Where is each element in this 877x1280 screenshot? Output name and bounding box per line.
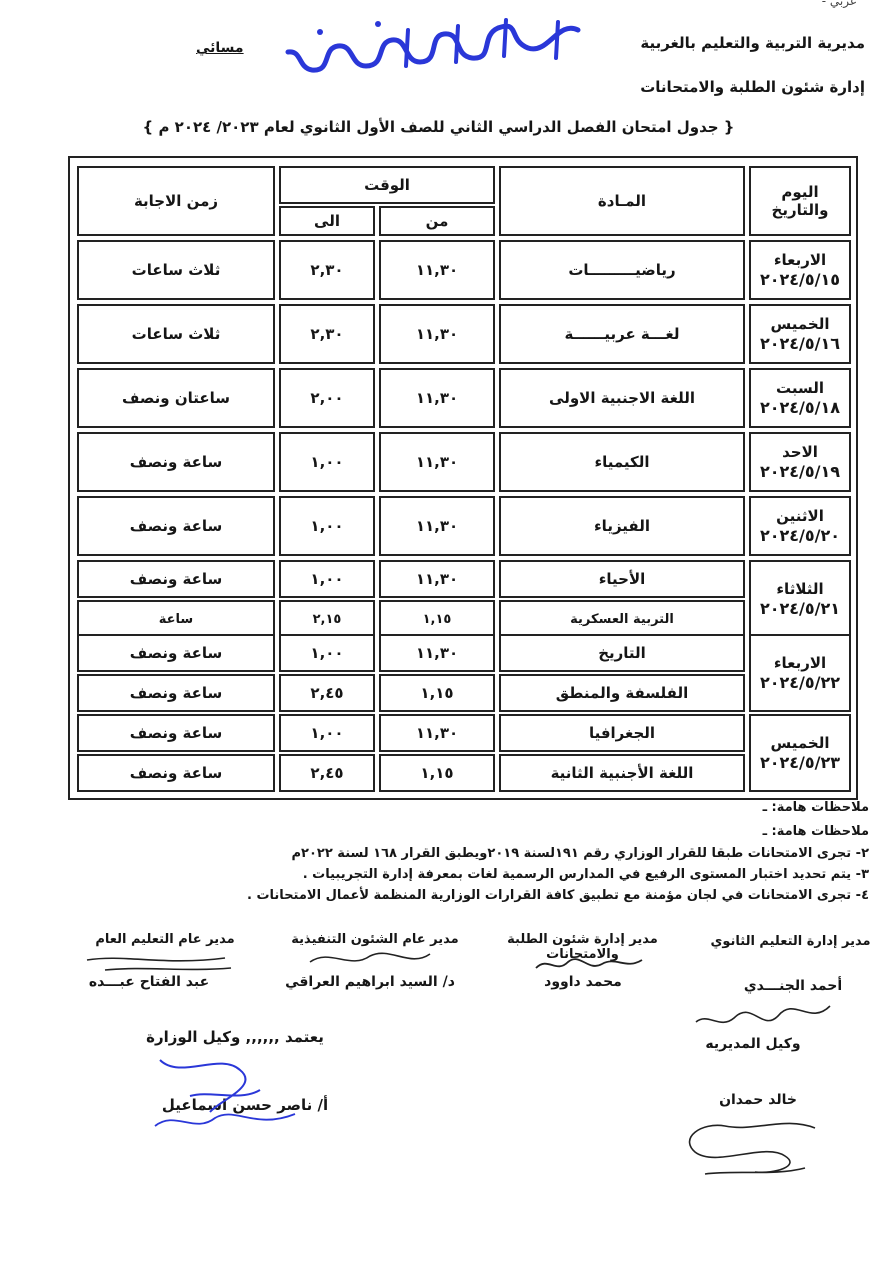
time-from-cell: ١١,٣٠ [379, 240, 495, 300]
time-to-cell: ١,٠٠ [279, 496, 375, 556]
note-item: ٤- تجرى الامتحانات في لجان مؤمنة مع تطبيق كافة القرارات الوزارية المنظمة لأعمال الامتحانات . [247, 888, 869, 903]
directorate-name: مديرية التربية والتعليم بالغربية [640, 34, 865, 52]
time-from-cell: ١١,٣٠ [379, 634, 495, 672]
exam-date: ٢٠٢٤/٥/١٨ [759, 398, 841, 417]
duration-cell: ساعة ونصف [77, 714, 275, 752]
time-from-cell: ١١,٣٠ [379, 304, 495, 364]
day-name: الخميس [770, 734, 830, 752]
duration-cell: ساعة ونصف [77, 754, 275, 792]
day-name: السبت [775, 379, 825, 397]
subject-cell: الفيزياء [499, 496, 745, 556]
notes-heading-2: ملاحظات هامة: ـ [762, 824, 869, 839]
general-ed-title: مدير عام التعليم العام [95, 932, 235, 947]
day-name: الاثنين [776, 507, 824, 525]
duration-cell: ساعة ونصف [77, 496, 275, 556]
time-to-cell: ٢,٠٠ [279, 368, 375, 428]
time-from-cell: ١١,٣٠ [379, 714, 495, 752]
duration-cell: ساعة ونصف [77, 432, 275, 492]
approval-date-scribble [145, 1100, 305, 1140]
time-from-cell: ١,١٥ [379, 600, 495, 638]
time-to-cell: ٢,٣٠ [279, 304, 375, 364]
day-name: الاربعاء [773, 251, 827, 269]
deputy-name: خالد حمدان [719, 1092, 797, 1108]
time-from-cell: ١١,٣٠ [379, 432, 495, 492]
students-affairs-signature [530, 950, 650, 978]
duration-cell: ثلاث ساعات [77, 240, 275, 300]
exam-date: ٢٠٢٤/٥/١٦ [759, 334, 841, 353]
day-date-cell [749, 560, 851, 638]
header-subject: المـادة [499, 166, 745, 236]
time-from-cell: ١,١٥ [379, 754, 495, 792]
duration-cell: ساعتان ونصف [77, 368, 275, 428]
header-day-date: اليوم والتاريخ [749, 166, 851, 236]
day-name: الاحد [782, 443, 818, 461]
minister-deputy-name: أ/ ناصر حسن اسماعيل [161, 1096, 329, 1114]
day-date-cell [749, 634, 851, 712]
students-affairs-name: محمد داوود [544, 974, 622, 990]
exam-date: ٢٠٢٤/٥/٢٢ [759, 673, 841, 692]
deputy-signature [665, 1112, 825, 1182]
general-ed-name: عبد الفتاح عبـــده [88, 974, 210, 990]
time-from-cell: ١١,٣٠ [379, 368, 495, 428]
secondary-ed-signature [690, 992, 840, 1032]
handwritten-title [258, 10, 598, 80]
day-name: الثلاثاء [776, 580, 824, 598]
secondary-ed-name: أحمد الجنـــدي [743, 978, 843, 994]
header-time: الوقت [279, 166, 495, 204]
time-from-cell: ١١,٣٠ [379, 560, 495, 598]
day-name: الخميس [770, 315, 830, 333]
day-name: الاربعاء [773, 654, 827, 672]
notes-heading-1: ملاحظات هامة: ـ [762, 800, 869, 815]
time-from-cell: ١,١٥ [379, 674, 495, 712]
day-date-cell [749, 714, 851, 792]
subject-cell: الفلسفة والمنطق [499, 674, 745, 712]
exam-date: ٢٠٢٤/٥/٢٣ [759, 753, 841, 772]
duration-cell: ساعة [77, 600, 275, 638]
executive-signature [300, 944, 440, 974]
note-item: ٢- تجرى الامتحانات طبقا للقرار الوزاري رقم ١٩١لسنة ٢٠١٩ويطبق القرار ١٦٨ لسنة ٢٠٢٢م [291, 846, 869, 861]
general-ed-signature [85, 948, 235, 978]
time-to-cell: ٢,٣٠ [279, 240, 375, 300]
subject-cell: التاريخ [499, 634, 745, 672]
time-to-cell: ١,٠٠ [279, 560, 375, 598]
time-to-cell: ٢,٤٥ [279, 754, 375, 792]
subject-cell: الجغرافيا [499, 714, 745, 752]
header-to: الى [279, 206, 375, 236]
executive-name: د/ السيد ابراهيم العراقي [285, 974, 455, 990]
header-from: من [379, 206, 495, 236]
time-to-cell: ١,٠٠ [279, 714, 375, 752]
subject-cell: الأحياء [499, 560, 745, 598]
time-to-cell: ١,٠٠ [279, 432, 375, 492]
duration-cell: ساعة ونصف [77, 560, 275, 598]
time-to-cell: ٢,١٥ [279, 600, 375, 638]
scan-mark: - عربي [821, 0, 857, 8]
executive-title: مدير عام الشئون التنفيذية [291, 932, 459, 947]
subject-cell: رياضيـــــــــات [499, 240, 745, 300]
students-affairs-title: مدير إدارة شئون الطلبة والامتحانات [507, 932, 658, 962]
header-duration: زمن الاجابة [77, 166, 275, 236]
exam-date: ٢٠٢٤/٥/١٩ [759, 462, 841, 481]
day-date-cell [749, 304, 851, 364]
subject-cell: اللغة الاجنبية الاولى [499, 368, 745, 428]
time-from-cell: ١١,٣٠ [379, 496, 495, 556]
duration-cell: ساعة ونصف [77, 674, 275, 712]
exam-date: ٢٠٢٤/٥/٢١ [759, 599, 841, 618]
subject-cell: الكيمياء [499, 432, 745, 492]
day-date-cell [749, 496, 851, 556]
exam-date: ٢٠٢٤/٥/١٥ [759, 270, 841, 289]
subject-cell: لغـــة عربيــــــة [499, 304, 745, 364]
day-date-cell [749, 368, 851, 428]
duration-cell: ساعة ونصف [77, 634, 275, 672]
shift-label: مسائي [196, 40, 244, 56]
secondary-ed-title: مدير إدارة التعليم الثانوي [710, 934, 871, 949]
time-to-cell: ١,٠٠ [279, 634, 375, 672]
subject-cell: اللغة الأجنبية الثانية [499, 754, 745, 792]
duration-cell: ثلاث ساعات [77, 304, 275, 364]
subject-cell: التربية العسكرية [499, 600, 745, 638]
exam-date: ٢٠٢٤/٥/٢٠ [759, 526, 841, 545]
time-to-cell: ٢,٤٥ [279, 674, 375, 712]
approve-line: يعتمد ,,,,,, وكيل الوزارة [146, 1028, 324, 1046]
day-date-cell [749, 432, 851, 492]
day-date-cell [749, 240, 851, 300]
department-name: إدارة شئون الطلبة والامتحانات [640, 78, 865, 96]
note-item: ٣- يتم تحديد اختبار المستوى الرفيع في المدارس الرسمية لغات بمعرفة إدارة التجريبيات . [302, 867, 869, 882]
deputy-title: وكيل المديريه [705, 1036, 801, 1052]
document-title: { جدول امتحان الفصل الدراسي الثاني للصف الأول الثانوي لعام ٢٠٢٣/ ٢٠٢٤ م } [142, 118, 735, 136]
